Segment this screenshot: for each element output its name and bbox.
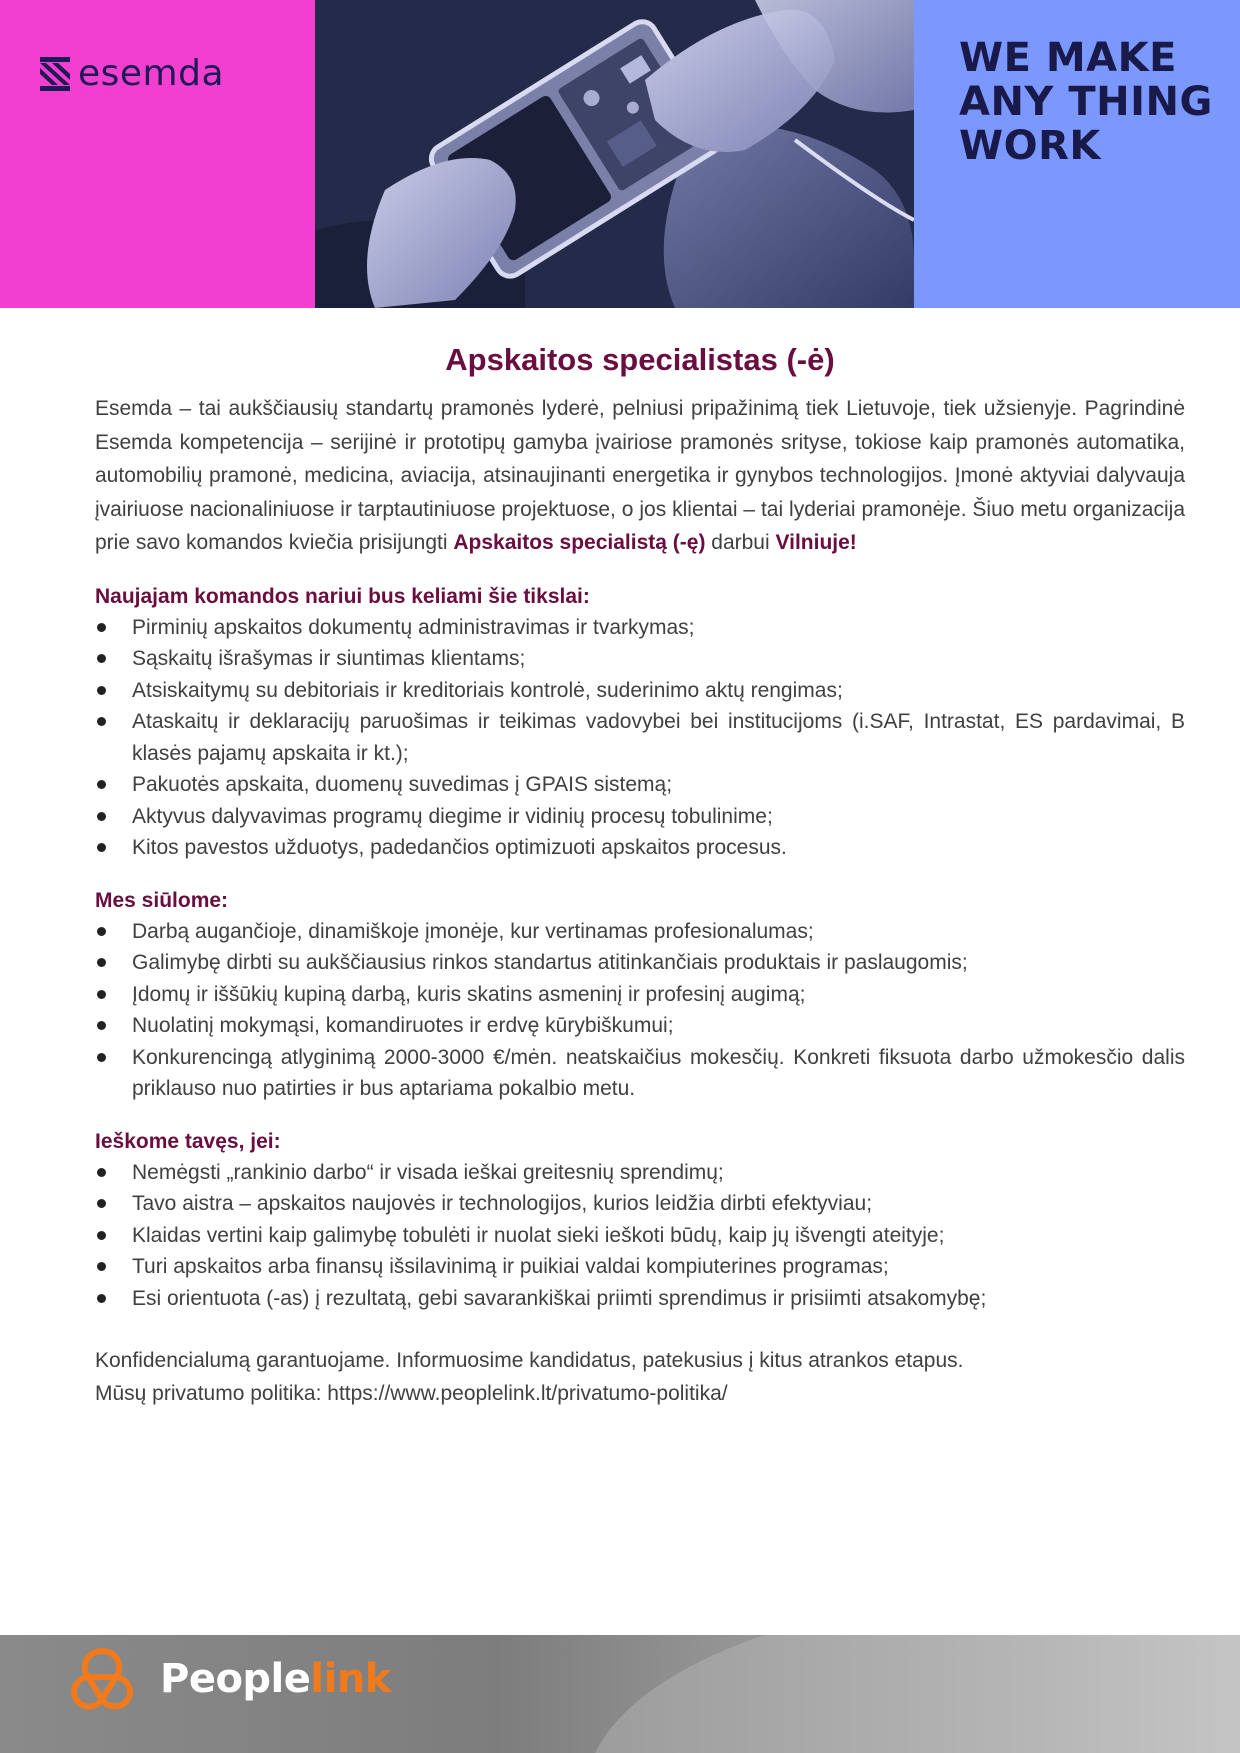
- bullet-icon: [97, 686, 106, 695]
- requirements-list: [95, 1157, 1185, 1315]
- offer-list: [95, 916, 1185, 1105]
- city-highlight: Vilniuje!: [775, 531, 857, 554]
- section-title: Naujajam komandos nariui bus keliami šie tikslai:: [95, 584, 590, 608]
- intro-middle: darbui: [705, 531, 776, 554]
- list-item: Ataskaitų ir deklaracijų paruošimas ir teikimas vadovybei bei institucijoms (i.SAF, Intrastat, ES pardavimai, B klasės pajamų apskaita ir kt.);: [95, 706, 1185, 769]
- confidentiality-note: Konfidencialumą garantuojame. Informuosime kandidatus, patekusius į kitus atrankos etapus.: [95, 1349, 964, 1372]
- bullet-icon: [97, 717, 106, 726]
- list-item: Galimybę dirbti su aukščiausius rinkos standartus atitinkančiais produktais ir paslaugomis;: [95, 947, 1185, 979]
- slogan-line-2: ANY THING: [959, 79, 1213, 125]
- list-item: Tavo aistra – apskaitos naujovės ir technologijos, kurios leidžia dirbti efektyviau;: [95, 1188, 1185, 1220]
- list-item: Esi orientuota (-as) į rezultatą, gebi savarankiškai priimti sprendimus ir prisiimti atsakomybę;: [95, 1283, 1185, 1315]
- bullet-icon: [97, 1168, 106, 1177]
- bullet-icon: [97, 927, 106, 936]
- list-item: Sąskaitų išrašymas ir siuntimas klientams;: [95, 643, 1185, 675]
- list-item: Nemėgsti „rankinio darbo“ ir visada ieškai greitesnių sprendimų;: [95, 1157, 1185, 1189]
- footer-bar: [0, 1635, 1240, 1753]
- bullet-icon: [97, 623, 106, 632]
- position-highlight: Apskaitos specialistą (-ę): [453, 531, 706, 554]
- peoplelink-logo-text: Peoplelink: [160, 1656, 391, 1702]
- list-item: Darbą augančioje, dinamiškoje įmonėje, kur vertinamas profesionalumas;: [95, 916, 1185, 948]
- list-item: Įdomų ir iššūkių kupiną darbą, kuris skatins asmeninį ir profesinį augimą;: [95, 979, 1185, 1011]
- hero-photo: [315, 0, 914, 308]
- footer-decoration: [585, 1635, 1240, 1753]
- list-item: Pakuotės apskaita, duomenų suvedimas į GPAIS sistemą;: [95, 769, 1185, 801]
- peoplelink-logo[interactable]: [66, 1643, 391, 1715]
- privacy-policy-link[interactable]: Mūsų privatumo politika: https://www.peoplelink.lt/privatumo-politika/: [95, 1382, 728, 1405]
- bullet-icon: [97, 990, 106, 999]
- bullet-icon: [97, 1262, 106, 1271]
- section-title: Mes siūlome:: [95, 888, 229, 912]
- bullet-icon: [97, 1231, 106, 1240]
- requirements-section: [95, 1127, 1185, 1315]
- list-item: Kitos pavestos užduotys, padedančios optimizuoti apskaitos procesus.: [95, 832, 1185, 864]
- bullet-icon: [97, 958, 106, 967]
- bullet-icon: [97, 654, 106, 663]
- hands-repairing-phone-image: [315, 0, 914, 308]
- bullet-icon: [97, 1053, 106, 1062]
- bullet-icon: [97, 1021, 106, 1030]
- slogan: [959, 36, 1213, 168]
- goals-section: [95, 582, 1185, 864]
- esemda-logo-icon: [40, 57, 70, 91]
- closing-notes: [95, 1344, 1185, 1410]
- bullet-icon: [97, 1294, 106, 1303]
- bullet-icon: [97, 780, 106, 789]
- esemda-logo-text: esemda: [78, 53, 225, 94]
- list-item: Aktyvus dalyvavimas programų diegime ir vidinių procesų tobulinime;: [95, 801, 1185, 833]
- esemda-logo: [40, 53, 225, 94]
- bullet-icon: [97, 843, 106, 852]
- section-title: Ieškome tavęs, jei:: [95, 1129, 281, 1153]
- bullet-icon: [97, 1199, 106, 1208]
- list-item: Konkurencingą atlyginimą 2000-3000 €/mėn. neatskaičius mokesčių. Konkreti fiksuota darbo užmokesčio dalis priklauso nuo patirties ir bus aptariama pokalbio metu.: [95, 1042, 1185, 1105]
- list-item: Klaidas vertini kaip galimybę tobulėti ir nuolat sieki ieškoti būdų, kaip jų išvengti ateityje;: [95, 1220, 1185, 1252]
- brand-panel: [0, 0, 315, 308]
- slogan-line-3: WORK: [959, 123, 1101, 169]
- bullet-icon: [97, 812, 106, 821]
- header-banner: [0, 0, 1240, 308]
- offer-section: [95, 886, 1185, 1105]
- slogan-line-1: WE MAKE: [959, 35, 1177, 81]
- peoplelink-logo-icon: [66, 1643, 138, 1715]
- list-item: Nuolatinį mokymąsi, komandiruotes ir erdvę kūrybiškumui;: [95, 1010, 1185, 1042]
- intro-paragraph: [95, 392, 1185, 560]
- list-item: Pirminių apskaitos dokumentų administravimas ir tvarkymas;: [95, 612, 1185, 644]
- intro-text: Esemda – tai aukščiausių standartų pramonės lyderė, pelniusi pripažinimą tiek Lietuvoje, tiek užsienyje. Pagrindinė Esemda kompetencija – serijinė ir prototipų gamyba įvairiose pramonės srityse, tokiose kaip pramonės automatika, automobilių pramonė, medicina, aviacija, atsinaujinanti energetika ir gynybos technologijos. Įmonė aktyviai dalyvauja įvairiuose nacionaliniuose ir tarptautiniuose projektuose, o jos klientai – tai lyderiai pramonėje. Šiuo metu organizacija prie savo komandos kviečia prisijungti: [95, 397, 1185, 554]
- list-item: Turi apskaitos arba finansų išsilavinimą ir puikiai valdai kompiuterines programas;: [95, 1251, 1185, 1283]
- job-ad-content: [95, 340, 1185, 1410]
- goals-list: [95, 612, 1185, 864]
- job-title: Apskaitos specialistas (-ė): [445, 342, 835, 377]
- list-item: Atsiskaitymų su debitoriais ir kreditoriais kontrolė, suderinimo aktų rengimas;: [95, 675, 1185, 707]
